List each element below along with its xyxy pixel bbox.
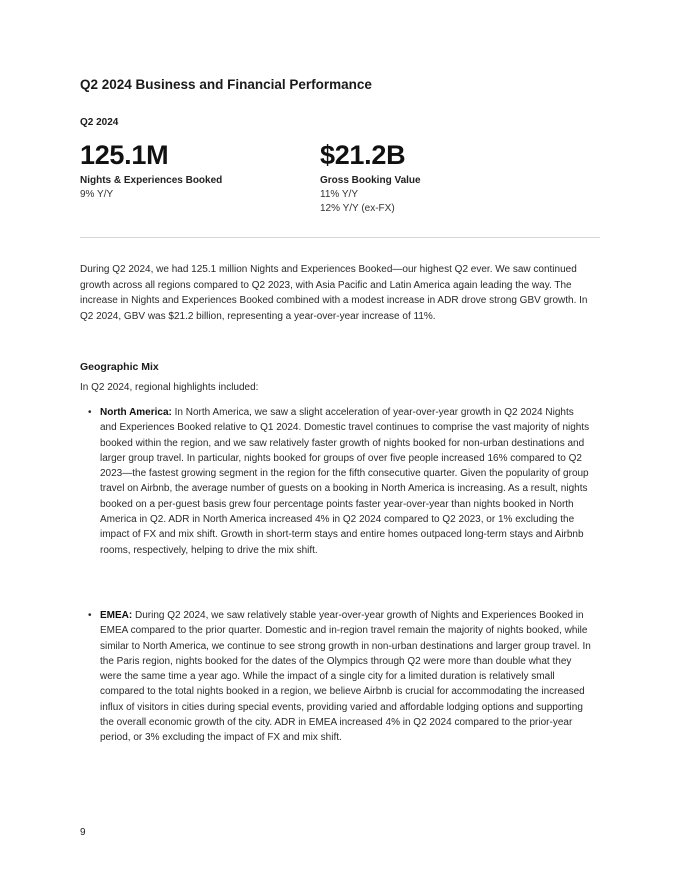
bullet-text <box>100 405 593 558</box>
section-intro: In Q2 2024, regional highlights included: <box>80 382 259 393</box>
metric-growth: 11% Y/Y <box>320 189 358 200</box>
page-number: 9 <box>80 827 86 838</box>
metric-label: Nights & Experiences Booked <box>80 175 223 186</box>
metric-value: $21.2B <box>320 140 406 170</box>
section-heading-geographic-mix: Geographic Mix <box>80 361 159 373</box>
summary-paragraph: During Q2 2024, we had 125.1 million Nights and Experiences Booked—our highest Q2 ever. We saw continued growth across all regions compared to Q2 2023, with Asia Pacific and Latin America again leading the way. The increase in Nights and Experiences Booked combined with a modest increase in ADR drove strong GBV growth. In Q2 2024, GBV was $21.2 billion, representing a year-over-year increase of 11%. <box>80 264 588 322</box>
page-title: Q2 2024 Business and Financial Performance <box>80 77 372 92</box>
bullet-text <box>100 608 593 746</box>
metric-growth-ex-fx: 12% Y/Y (ex-FX) <box>320 203 395 214</box>
bullet-lead: North America: <box>100 407 172 418</box>
bullet-emea <box>88 608 593 746</box>
bullet-lead: EMEA: <box>100 610 133 621</box>
bullet-dot-icon: • <box>88 610 92 621</box>
divider <box>80 237 600 238</box>
bullet-body: In North America, we saw a slight acceleration of year-over-year growth in Q2 2024 Nights and Experiences Booked relative to Q1 2024. Domestic travel continues to comprise the vast majority of nights booked within the region, and we saw relatively faster growth of nights booked for non-urban destinations and larger group travel. In particular, nights booked for groups of over five people increased 16% compared to Q2 2023—the fastest growing segment in the region for the fifth consecutive quarter. Given the popularity of group travel on Airbnb, the average number of guests on a booking in North America is increasing. As a result, nights booked on a per-guest basis grew four percentage points faster year-over-year than nights booked in North America in Q2. ADR in North America increased 4% in Q2 2024 compared to Q2 2023, or 1% excluding the impact of FX and mix shift. Growth in short-term stays and entire homes outpaced long-term stays and Airbnb rooms, respectively, helping to drive the mix shift. <box>100 407 590 556</box>
metric-value: 125.1M <box>80 140 169 170</box>
metric-growth: 9% Y/Y <box>80 189 114 200</box>
period-label: Q2 2024 <box>80 117 119 128</box>
metric-nights-booked <box>80 139 222 202</box>
metric-label: Gross Booking Value <box>320 175 421 186</box>
bullet-north-america <box>88 405 593 558</box>
bullet-dot-icon: • <box>88 407 92 418</box>
bullet-body: During Q2 2024, we saw relatively stable year-over-year growth of Nights and Experiences Booked in EMEA compared to the prior quarter. Domestic and in-region travel remain the majority of nights booked, while similar to North America, we continue to see strong growth in non-urban destinations and larger group travel. In the Paris region, nights booked for the dates of the Olympics through Q2 were more than double what they were the same time a year ago. While the impact of a single city for a limited duration is relatively small compared to the total nights booked in a region, we believe Airbnb is crucial for accommodating the increased influx of visitors in cities during special events, providing varied and affordable lodging options and supporting the overall economic growth of the city. ADR in EMEA increased 4% in Q2 2024 compared to the prior-year period, or 3% excluding the impact of FX and mix shift. <box>100 610 591 744</box>
metric-gross-booking-value <box>320 139 421 216</box>
